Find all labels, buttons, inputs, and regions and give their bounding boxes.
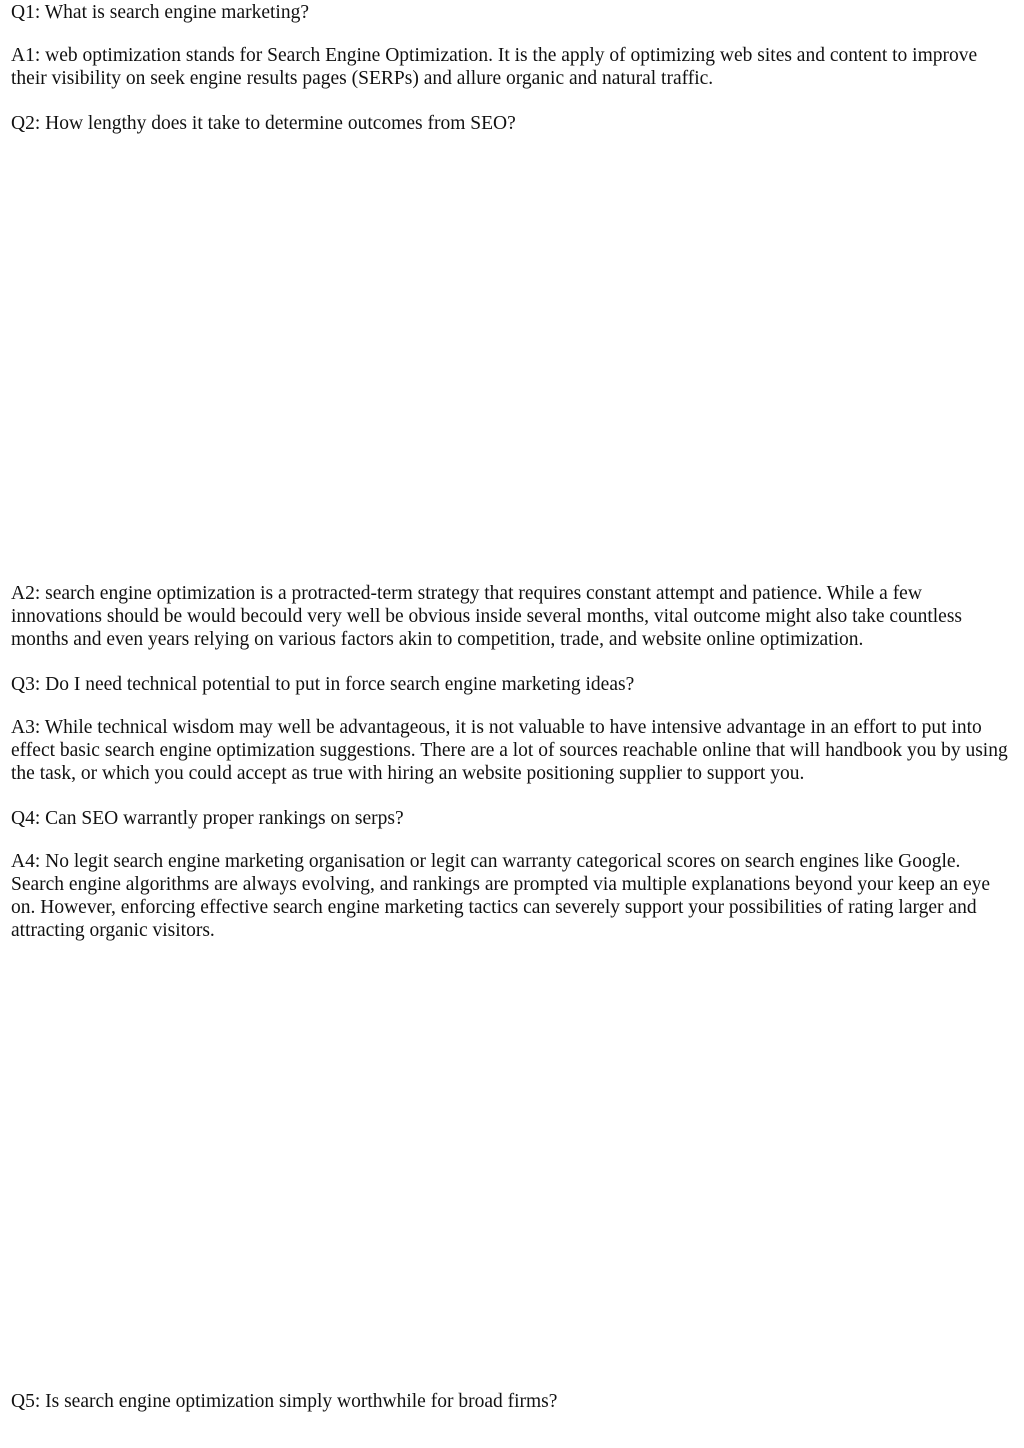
question-1: Q1: What is search engine marketing? — [11, 2, 309, 23]
answer-1: A1: web optimization stands for Search Engine Optimization. It is the apply of optimizing web sites and content to improve their visibility on seek engine results pages (SERPs) and allure organic and natural traffic. — [11, 45, 978, 89]
answer-4: A4: No legit search engine marketing organisation or legit can warranty categorical scores on search engines like Google. Search engine algorithms are always evolving, and rankings are prompted via multiple explanations beyond your keep an eye on. However, enforcing effective search engine marketing tactics can severely support your possibilities of rating larger and attracting organic visitors. — [11, 851, 991, 941]
question-5: Q5: Is search engine optimization simply worthwhile for broad firms? — [11, 1391, 558, 1412]
question-4: Q4: Can SEO warrantly proper rankings on serps? — [11, 808, 404, 829]
answer-3: A3: While technical wisdom may well be advantageous, it is not valuable to have intensive advantage in an effort to put into effect basic search engine optimization suggestions. There are a lot of sources reachable online that will handbook you by using the task, or which you could accept as true with hiring an website positioning supplier to support you. — [11, 717, 1008, 784]
question-3: Q3: Do I need technical potential to put in force search engine marketing ideas? — [11, 674, 635, 695]
answer-2: A2: search engine optimization is a protracted-term strategy that requires constant attempt and patience. While a few innovations should be would becould very well be obvious inside several months, vital outcome might also take countless months and even years relying on various factors akin to competition, trade, and website online optimization. — [11, 583, 963, 650]
question-2: Q2: How lengthy does it take to determine outcomes from SEO? — [11, 113, 516, 134]
